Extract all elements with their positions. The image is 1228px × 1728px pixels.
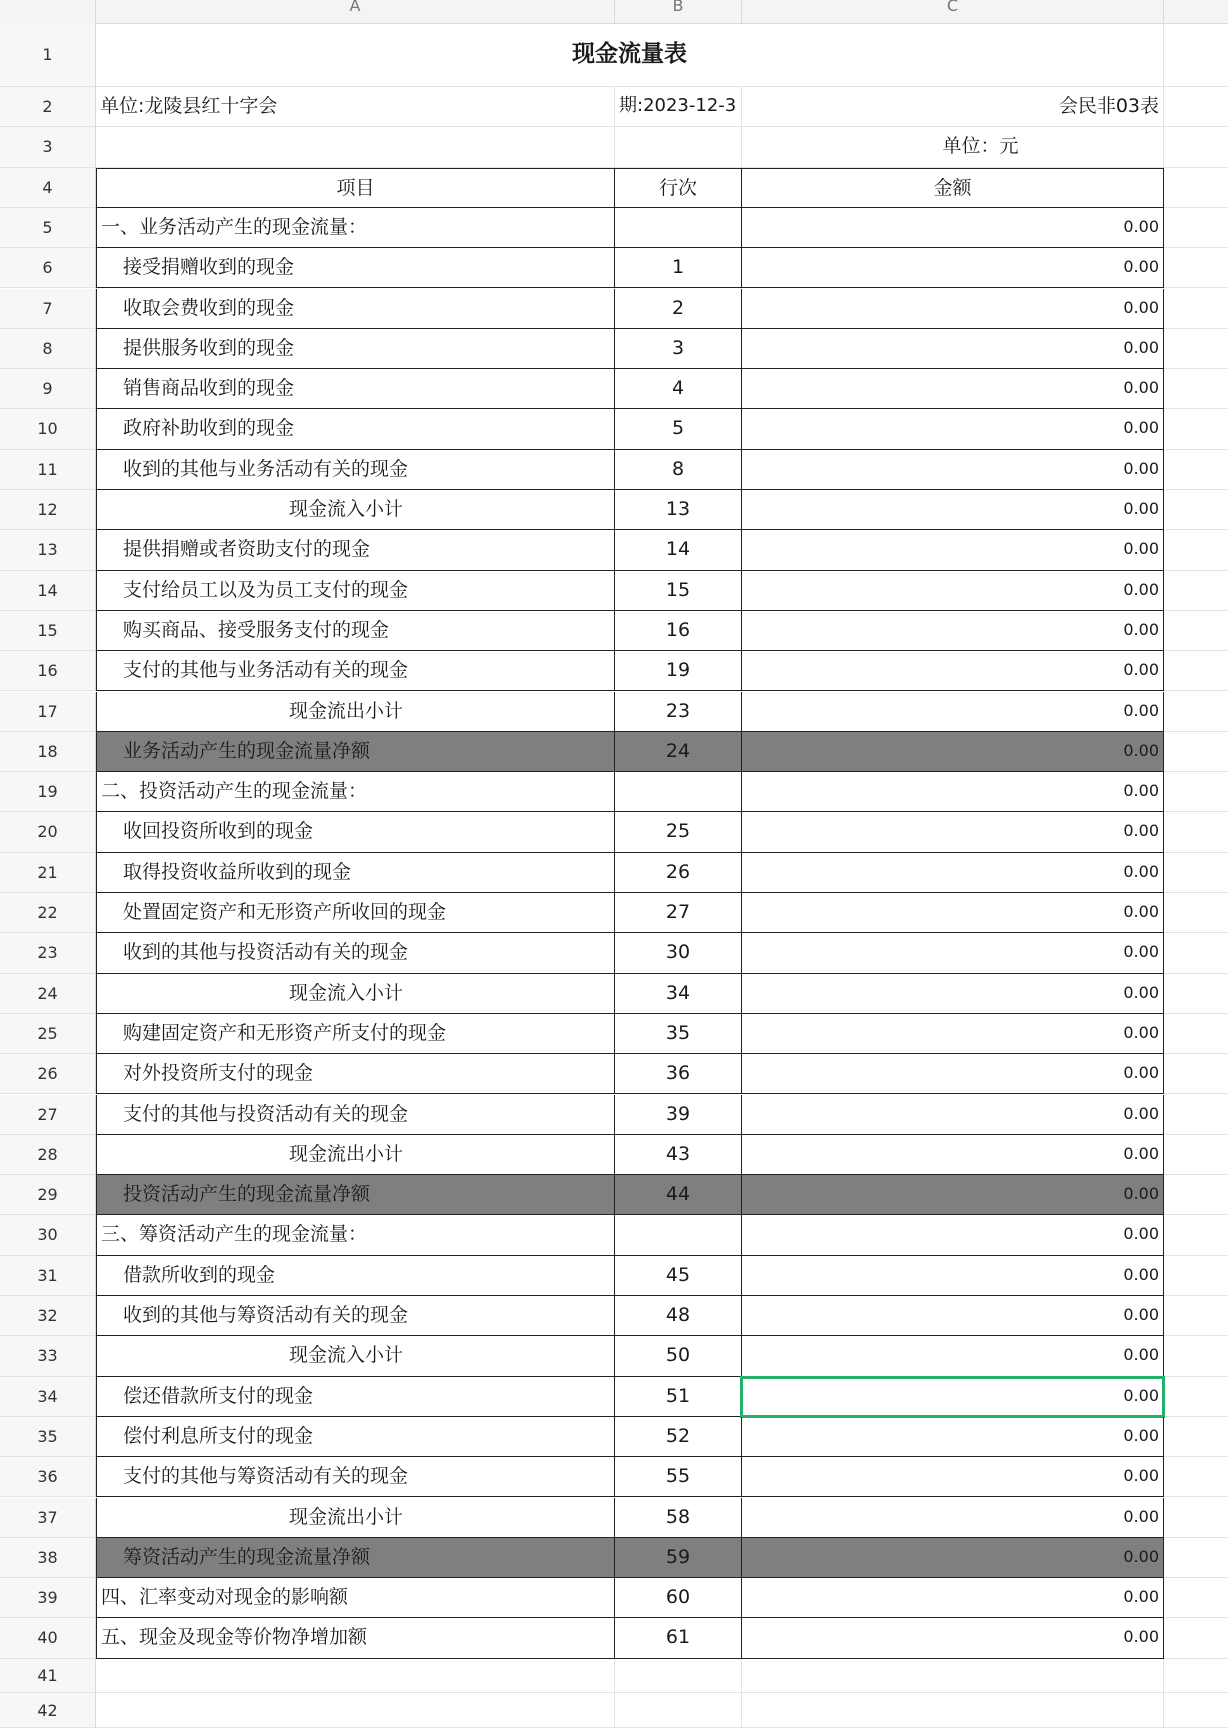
cell-d13[interactable] bbox=[1164, 530, 1228, 570]
sheet-row-38 bbox=[96, 1538, 1228, 1578]
row-header-17[interactable]: 17 bbox=[0, 692, 96, 732]
cell-d5[interactable] bbox=[1164, 208, 1228, 248]
line-number[interactable]: 44 bbox=[615, 1175, 742, 1215]
sheet-row-11 bbox=[96, 450, 1228, 490]
item-label[interactable]: 购买商品、接受服务支付的现金 bbox=[96, 611, 615, 651]
amount-value[interactable]: 0.00 bbox=[742, 530, 1164, 570]
sheet-row-13 bbox=[96, 530, 1228, 570]
amount-value[interactable]: 0.00 bbox=[742, 1135, 1164, 1175]
item-label[interactable]: 偿还借款所支付的现金 bbox=[96, 1377, 615, 1417]
column-header-a[interactable]: A bbox=[96, 0, 615, 23]
item-label[interactable]: 收取会费收到的现金 bbox=[96, 289, 615, 329]
item-label[interactable]: 借款所收到的现金 bbox=[96, 1256, 615, 1296]
line-number[interactable]: 50 bbox=[615, 1336, 742, 1376]
amount-value[interactable]: 0.00 bbox=[742, 1215, 1164, 1255]
row-header-29[interactable]: 29 bbox=[0, 1175, 96, 1215]
line-number[interactable]: 19 bbox=[615, 651, 742, 691]
line-number[interactable]: 59 bbox=[615, 1538, 742, 1578]
amount-value[interactable]: 0.00 bbox=[742, 369, 1164, 409]
row-header-8[interactable]: 8 bbox=[0, 329, 96, 369]
item-label[interactable]: 现金流入小计 bbox=[96, 974, 615, 1014]
sheet-row-34 bbox=[96, 1377, 1228, 1417]
sheet-row-19 bbox=[96, 772, 1228, 812]
cell-d16[interactable] bbox=[1164, 651, 1228, 691]
row-header-33[interactable]: 33 bbox=[0, 1336, 96, 1376]
cell-d18[interactable] bbox=[1164, 732, 1228, 772]
sheet-row-10 bbox=[96, 409, 1228, 449]
cell-c41[interactable] bbox=[742, 1659, 1164, 1693]
cell-d17[interactable] bbox=[1164, 692, 1228, 732]
cell-d41[interactable] bbox=[1164, 1659, 1228, 1693]
cell-d9[interactable] bbox=[1164, 369, 1228, 409]
amount-value[interactable]: 0.00 bbox=[742, 450, 1164, 490]
cell-d38[interactable] bbox=[1164, 1538, 1228, 1578]
cell-d4[interactable] bbox=[1164, 168, 1228, 208]
cell-d33[interactable] bbox=[1164, 1336, 1228, 1376]
line-number[interactable]: 26 bbox=[615, 853, 742, 893]
sheet-row-4 bbox=[96, 168, 1228, 208]
sheet-row-17 bbox=[96, 692, 1228, 732]
sheet-row-24 bbox=[96, 974, 1228, 1014]
line-number[interactable]: 14 bbox=[615, 530, 742, 570]
row-header-22[interactable]: 22 bbox=[0, 893, 96, 933]
sheet-row-3 bbox=[96, 127, 1228, 167]
amount-value[interactable]: 0.00 bbox=[742, 1014, 1164, 1054]
cell-d25[interactable] bbox=[1164, 1014, 1228, 1054]
row-header-39[interactable]: 39 bbox=[0, 1578, 96, 1618]
item-label[interactable]: 购建固定资产和无形资产所支付的现金 bbox=[96, 1014, 615, 1054]
line-number[interactable]: 4 bbox=[615, 369, 742, 409]
cell-d40[interactable] bbox=[1164, 1618, 1228, 1658]
line-number[interactable]: 52 bbox=[615, 1417, 742, 1457]
row-header-28[interactable]: 28 bbox=[0, 1135, 96, 1175]
item-label[interactable]: 对外投资所支付的现金 bbox=[96, 1054, 615, 1094]
amount-value[interactable]: 0.00 bbox=[742, 893, 1164, 933]
header-item[interactable]: 项目 bbox=[96, 168, 615, 208]
row-header-7[interactable]: 7 bbox=[0, 289, 96, 329]
row-header-35[interactable]: 35 bbox=[0, 1417, 96, 1457]
item-label[interactable]: 支付给员工以及为员工支付的现金 bbox=[96, 571, 615, 611]
row-header-2[interactable]: 2 bbox=[0, 87, 96, 127]
line-number[interactable]: 5 bbox=[615, 409, 742, 449]
line-number[interactable]: 43 bbox=[615, 1135, 742, 1175]
report-title[interactable]: 现金流量表 bbox=[96, 23, 1164, 87]
item-label[interactable]: 现金流出小计 bbox=[96, 692, 615, 732]
row-header-12[interactable]: 12 bbox=[0, 490, 96, 530]
line-number[interactable] bbox=[615, 772, 742, 812]
line-number[interactable]: 27 bbox=[615, 893, 742, 933]
sheet-row-1 bbox=[96, 23, 1228, 87]
form-code[interactable]: 会民非03表 bbox=[742, 87, 1164, 127]
item-label[interactable]: 三、筹资活动产生的现金流量： bbox=[96, 1215, 615, 1255]
amount-value[interactable]: 0.00 bbox=[742, 853, 1164, 893]
amount-value[interactable]: 0.00 bbox=[742, 1457, 1164, 1497]
cell-d1[interactable] bbox=[1164, 23, 1228, 87]
cell-a3[interactable] bbox=[96, 127, 615, 167]
item-label[interactable]: 取得投资收益所收到的现金 bbox=[96, 853, 615, 893]
cell-d36[interactable] bbox=[1164, 1457, 1228, 1497]
sheet-row-37 bbox=[96, 1498, 1228, 1538]
item-label[interactable]: 五、现金及现金等价物净增加额 bbox=[96, 1618, 615, 1658]
cell-d39[interactable] bbox=[1164, 1578, 1228, 1618]
sheet-row-42 bbox=[96, 1693, 1228, 1728]
row-header-31[interactable]: 31 bbox=[0, 1256, 96, 1296]
row-header-26[interactable]: 26 bbox=[0, 1054, 96, 1094]
sheet-row-33 bbox=[96, 1336, 1228, 1376]
sheet-row-9 bbox=[96, 369, 1228, 409]
cell-a42[interactable] bbox=[96, 1693, 615, 1728]
amount-value[interactable]: 0.00 bbox=[742, 248, 1164, 288]
line-number[interactable]: 16 bbox=[615, 611, 742, 651]
amount-value[interactable]: 0.00 bbox=[742, 812, 1164, 852]
line-number[interactable]: 35 bbox=[615, 1014, 742, 1054]
amount-value[interactable]: 0.00 bbox=[742, 1538, 1164, 1578]
row-header-4[interactable]: 4 bbox=[0, 168, 96, 208]
item-label[interactable]: 偿付利息所支付的现金 bbox=[96, 1417, 615, 1457]
line-number[interactable]: 3 bbox=[615, 329, 742, 369]
item-label[interactable]: 接受捐赠收到的现金 bbox=[96, 248, 615, 288]
item-label[interactable]: 支付的其他与投资活动有关的现金 bbox=[96, 1095, 615, 1135]
item-label[interactable]: 支付的其他与筹资活动有关的现金 bbox=[96, 1457, 615, 1497]
sheet-row-26 bbox=[96, 1054, 1228, 1094]
amount-value[interactable]: 0.00 bbox=[742, 490, 1164, 530]
item-label[interactable]: 现金流入小计 bbox=[96, 490, 615, 530]
sheet-row-41 bbox=[96, 1659, 1228, 1693]
row-header-42[interactable]: 42 bbox=[0, 1693, 96, 1728]
sheet-row-22 bbox=[96, 893, 1228, 933]
amount-value[interactable]: 0.00 bbox=[742, 208, 1164, 248]
amount-value[interactable]: 0.00 bbox=[742, 1578, 1164, 1618]
amount-value[interactable]: 0.00 bbox=[742, 1498, 1164, 1538]
item-label[interactable]: 支付的其他与业务活动有关的现金 bbox=[96, 651, 615, 691]
column-header-c[interactable]: C bbox=[742, 0, 1164, 23]
amount-value[interactable]: 0.00 bbox=[742, 1054, 1164, 1094]
cell-d10[interactable] bbox=[1164, 409, 1228, 449]
sheet-row-30 bbox=[96, 1215, 1228, 1255]
sheet-row-23 bbox=[96, 933, 1228, 973]
amount-value[interactable]: 0.00 bbox=[742, 1336, 1164, 1376]
line-number[interactable]: 61 bbox=[615, 1618, 742, 1658]
cell-b3[interactable] bbox=[615, 127, 742, 167]
row-header-18[interactable]: 18 bbox=[0, 732, 96, 772]
line-number[interactable]: 2 bbox=[615, 289, 742, 329]
line-number[interactable]: 15 bbox=[615, 571, 742, 611]
row-header-21[interactable]: 21 bbox=[0, 853, 96, 893]
line-number[interactable]: 39 bbox=[615, 1095, 742, 1135]
line-number[interactable] bbox=[615, 1215, 742, 1255]
sheet-row-16 bbox=[96, 651, 1228, 691]
item-label[interactable]: 政府补助收到的现金 bbox=[96, 409, 615, 449]
row-header-14[interactable]: 14 bbox=[0, 571, 96, 611]
amount-value[interactable]: 0.00 bbox=[742, 732, 1164, 772]
select-all-corner[interactable] bbox=[0, 0, 96, 23]
row-header-32[interactable]: 32 bbox=[0, 1296, 96, 1336]
line-number[interactable]: 51 bbox=[615, 1377, 742, 1417]
sheet-row-14 bbox=[96, 571, 1228, 611]
amount-value[interactable]: 0.00 bbox=[742, 1618, 1164, 1658]
row-header-41[interactable]: 41 bbox=[0, 1659, 96, 1693]
item-label[interactable]: 收到的其他与投资活动有关的现金 bbox=[96, 933, 615, 973]
row-header-40[interactable]: 40 bbox=[0, 1618, 96, 1658]
unit-organization[interactable]: 单位:龙陵县红十字会 bbox=[96, 87, 615, 127]
cell-d3[interactable] bbox=[1164, 127, 1228, 167]
line-number[interactable]: 24 bbox=[615, 732, 742, 772]
row-header-36[interactable]: 36 bbox=[0, 1457, 96, 1497]
item-label[interactable]: 四、汇率变动对现金的影响额 bbox=[96, 1578, 615, 1618]
item-label[interactable]: 处置固定资产和无形资产所收回的现金 bbox=[96, 893, 615, 933]
row-header-10[interactable]: 10 bbox=[0, 409, 96, 449]
item-label[interactable]: 业务活动产生的现金流量净额 bbox=[96, 732, 615, 772]
cell-d8[interactable] bbox=[1164, 329, 1228, 369]
cell-d37[interactable] bbox=[1164, 1498, 1228, 1538]
cell-d28[interactable] bbox=[1164, 1135, 1228, 1175]
line-number[interactable]: 36 bbox=[615, 1054, 742, 1094]
cell-d24[interactable] bbox=[1164, 974, 1228, 1014]
sheet-row-6 bbox=[96, 248, 1228, 288]
cell-d14[interactable] bbox=[1164, 571, 1228, 611]
cell-d19[interactable] bbox=[1164, 772, 1228, 812]
report-period[interactable]: 期:2023-12-3 bbox=[615, 87, 742, 127]
cell-d7[interactable] bbox=[1164, 289, 1228, 329]
item-label[interactable]: 现金流出小计 bbox=[96, 1135, 615, 1175]
line-number[interactable] bbox=[615, 208, 742, 248]
cell-c42[interactable] bbox=[742, 1693, 1164, 1728]
row-header-38[interactable]: 38 bbox=[0, 1538, 96, 1578]
line-number[interactable]: 8 bbox=[615, 450, 742, 490]
cell-d32[interactable] bbox=[1164, 1296, 1228, 1336]
sheet-row-31 bbox=[96, 1256, 1228, 1296]
sheet-row-40 bbox=[96, 1618, 1228, 1658]
item-label[interactable]: 现金流出小计 bbox=[96, 1498, 615, 1538]
row-header-13[interactable]: 13 bbox=[0, 530, 96, 570]
cell-d35[interactable] bbox=[1164, 1417, 1228, 1457]
row-header-15[interactable]: 15 bbox=[0, 611, 96, 651]
cell-d31[interactable] bbox=[1164, 1256, 1228, 1296]
item-label[interactable]: 投资活动产生的现金流量净额 bbox=[96, 1175, 615, 1215]
item-label[interactable]: 销售商品收到的现金 bbox=[96, 369, 615, 409]
cell-d26[interactable] bbox=[1164, 1054, 1228, 1094]
line-number[interactable]: 45 bbox=[615, 1256, 742, 1296]
cell-d29[interactable] bbox=[1164, 1175, 1228, 1215]
row-header-6[interactable]: 6 bbox=[0, 248, 96, 288]
line-number[interactable]: 23 bbox=[615, 692, 742, 732]
cell-a41[interactable] bbox=[96, 1659, 615, 1693]
cell-d21[interactable] bbox=[1164, 853, 1228, 893]
amount-value[interactable]: 0.00 bbox=[742, 651, 1164, 691]
cell-d34[interactable] bbox=[1164, 1377, 1228, 1417]
row-header-11[interactable]: 11 bbox=[0, 450, 96, 490]
sheet-row-21 bbox=[96, 853, 1228, 893]
column-header-b[interactable]: B bbox=[615, 0, 742, 23]
line-number[interactable]: 48 bbox=[615, 1296, 742, 1336]
row-header-20[interactable]: 20 bbox=[0, 812, 96, 852]
item-label[interactable]: 二、投资活动产生的现金流量： bbox=[96, 772, 615, 812]
amount-value[interactable]: 0.00 bbox=[742, 1417, 1164, 1457]
amount-value[interactable]: 0.00 bbox=[742, 692, 1164, 732]
row-header-19[interactable]: 19 bbox=[0, 772, 96, 812]
cell-d2[interactable] bbox=[1164, 87, 1228, 127]
header-line-number[interactable]: 行次 bbox=[615, 168, 742, 208]
sheet-row-12 bbox=[96, 490, 1228, 530]
sheet-row-20 bbox=[96, 812, 1228, 852]
cell-b42[interactable] bbox=[615, 1693, 742, 1728]
row-header-27[interactable]: 27 bbox=[0, 1095, 96, 1135]
item-label[interactable]: 一、业务活动产生的现金流量： bbox=[96, 208, 615, 248]
row-header-5[interactable]: 5 bbox=[0, 208, 96, 248]
item-label[interactable]: 收到的其他与筹资活动有关的现金 bbox=[96, 1296, 615, 1336]
currency-unit[interactable]: 单位：元 bbox=[742, 127, 1164, 167]
sheet-row-18 bbox=[96, 732, 1228, 772]
amount-value[interactable]: 0.00 bbox=[742, 329, 1164, 369]
cell-d20[interactable] bbox=[1164, 812, 1228, 852]
amount-value[interactable]: 0.00 bbox=[742, 571, 1164, 611]
sheet-row-27 bbox=[96, 1095, 1228, 1135]
sheet-row-5 bbox=[96, 208, 1228, 248]
line-number[interactable]: 30 bbox=[615, 933, 742, 973]
cell-d22[interactable] bbox=[1164, 893, 1228, 933]
column-header-d[interactable] bbox=[1164, 0, 1228, 23]
row-header-34[interactable]: 34 bbox=[0, 1377, 96, 1417]
amount-value[interactable]: 0.00 bbox=[742, 289, 1164, 329]
item-label[interactable]: 筹资活动产生的现金流量净额 bbox=[96, 1538, 615, 1578]
cell-d6[interactable] bbox=[1164, 248, 1228, 288]
cell-d27[interactable] bbox=[1164, 1095, 1228, 1135]
sheet-row-35 bbox=[96, 1417, 1228, 1457]
row-header-1[interactable]: 1 bbox=[0, 23, 96, 87]
sheet-row-32 bbox=[96, 1296, 1228, 1336]
column-header-bar bbox=[0, 0, 1228, 24]
amount-value[interactable]: 0.00 bbox=[742, 409, 1164, 449]
item-label[interactable]: 收回投资所收到的现金 bbox=[96, 812, 615, 852]
amount-value[interactable]: 0.00 bbox=[742, 1095, 1164, 1135]
sheet-row-2 bbox=[96, 87, 1228, 127]
cell-d12[interactable] bbox=[1164, 490, 1228, 530]
header-amount[interactable]: 金额 bbox=[742, 168, 1164, 208]
line-number[interactable]: 58 bbox=[615, 1498, 742, 1538]
amount-value[interactable]: 0.00 bbox=[742, 611, 1164, 651]
amount-value[interactable]: 0.00 bbox=[742, 772, 1164, 812]
row-header-3[interactable]: 3 bbox=[0, 127, 96, 167]
amount-value[interactable]: 0.00 bbox=[742, 933, 1164, 973]
sheet-row-15 bbox=[96, 611, 1228, 651]
line-number[interactable]: 60 bbox=[615, 1578, 742, 1618]
line-number[interactable]: 13 bbox=[615, 490, 742, 530]
sheet-row-7 bbox=[96, 289, 1228, 329]
sheet-row-8 bbox=[96, 329, 1228, 369]
row-header-37[interactable]: 37 bbox=[0, 1498, 96, 1538]
cell-d30[interactable] bbox=[1164, 1215, 1228, 1255]
cell-d42[interactable] bbox=[1164, 1693, 1228, 1728]
amount-value[interactable]: 0.00 bbox=[742, 1256, 1164, 1296]
item-label[interactable]: 提供捐赠或者资助支付的现金 bbox=[96, 530, 615, 570]
cell-d11[interactable] bbox=[1164, 450, 1228, 490]
item-label[interactable]: 收到的其他与业务活动有关的现金 bbox=[96, 450, 615, 490]
item-label[interactable]: 现金流入小计 bbox=[96, 1336, 615, 1376]
row-header-23[interactable]: 23 bbox=[0, 933, 96, 973]
row-header-24[interactable]: 24 bbox=[0, 974, 96, 1014]
row-header-9[interactable]: 9 bbox=[0, 369, 96, 409]
item-label[interactable]: 提供服务收到的现金 bbox=[96, 329, 615, 369]
row-header-25[interactable]: 25 bbox=[0, 1014, 96, 1054]
sheet-row-28 bbox=[96, 1135, 1228, 1175]
cell-b41[interactable] bbox=[615, 1659, 742, 1693]
amount-value[interactable]: 0.00 bbox=[742, 1296, 1164, 1336]
line-number[interactable]: 25 bbox=[615, 812, 742, 852]
line-number[interactable]: 34 bbox=[615, 974, 742, 1014]
sheet-row-25 bbox=[96, 1014, 1228, 1054]
amount-value[interactable]: 0.00 bbox=[742, 1175, 1164, 1215]
line-number[interactable]: 1 bbox=[615, 248, 742, 288]
row-header-30[interactable]: 30 bbox=[0, 1215, 96, 1255]
amount-value[interactable]: 0.00 bbox=[742, 974, 1164, 1014]
line-number[interactable]: 55 bbox=[615, 1457, 742, 1497]
row-header-16[interactable]: 16 bbox=[0, 651, 96, 691]
cell-d15[interactable] bbox=[1164, 611, 1228, 651]
sheet-row-39 bbox=[96, 1578, 1228, 1618]
sheet-row-36 bbox=[96, 1457, 1228, 1497]
amount-value[interactable]: 0.00 bbox=[742, 1377, 1164, 1417]
cell-d23[interactable] bbox=[1164, 933, 1228, 973]
sheet-row-29 bbox=[96, 1175, 1228, 1215]
